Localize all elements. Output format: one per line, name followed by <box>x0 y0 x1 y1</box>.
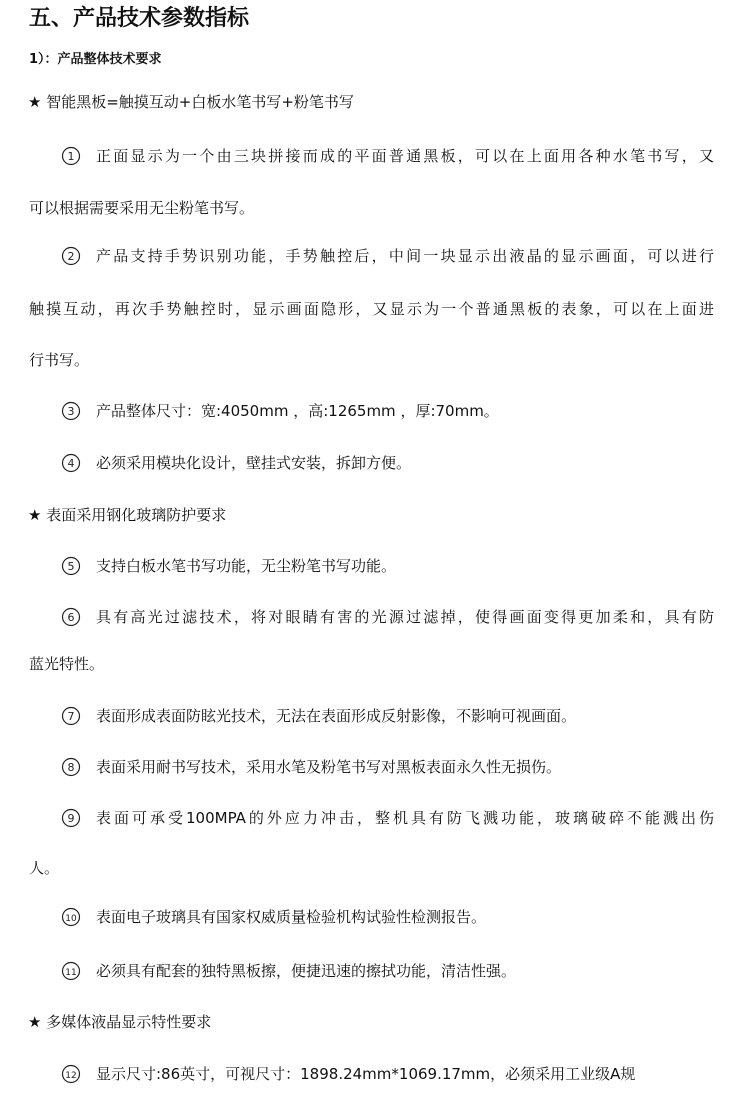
requirement-item <box>61 606 714 628</box>
svg-text:7: 7 <box>67 710 75 723</box>
requirement-item <box>61 705 714 727</box>
group-heading: ★ 智能黑板=触摸互动+白板水笔书写+粉笔书写 <box>28 93 354 111</box>
circled-number-icon <box>61 146 81 166</box>
requirement-text: 表面电子玻璃具有国家权威质量检验机构试验性检测报告。 <box>96 908 487 926</box>
circled-number-icon <box>61 453 81 473</box>
svg-text:12: 12 <box>65 1071 77 1081</box>
circled-number-icon <box>61 808 81 828</box>
requirement-continuation: 人。 <box>29 859 60 877</box>
requirement-item <box>61 555 714 577</box>
svg-text:11: 11 <box>65 968 77 978</box>
requirement-continuation: 可以根据需要采用无尘粉笔书写。 <box>29 199 255 217</box>
svg-text:3: 3 <box>67 405 75 418</box>
requirement-text: 显示尺寸:86英寸，可视尺寸：1898.24mm*1069.17mm，必须采用工业级A规 <box>96 1065 636 1083</box>
requirement-item <box>61 452 714 474</box>
requirement-text: 表面形成表面防眩光技术，无法在表面形成反射影像，不影响可视画面。 <box>96 707 577 725</box>
circled-number-icon <box>61 246 81 266</box>
group-heading: ★ 表面采用钢化玻璃防护要求 <box>28 506 227 524</box>
svg-text:8: 8 <box>67 761 75 774</box>
requirement-text: 支持白板水笔书写功能，无尘粉笔书写功能。 <box>96 557 397 575</box>
svg-text:2: 2 <box>67 250 75 263</box>
requirement-text: 必须采用模块化设计，壁挂式安装，拆卸方便。 <box>96 454 412 472</box>
circled-number-icon <box>61 1064 81 1084</box>
requirement-item <box>61 960 714 982</box>
requirement-continuation: 行书写。 <box>29 351 90 369</box>
requirement-text: 产品支持手势识别功能，手势触控后，中间一块显示出液晶的显示画面，可以进行 <box>96 247 714 265</box>
requirement-text: 必须具有配套的独特黑板擦，便捷迅速的擦拭功能，清洁性强。 <box>96 962 517 980</box>
section-title: 五、产品技术参数指标 <box>29 6 250 31</box>
svg-text:9: 9 <box>67 812 75 825</box>
requirement-item <box>61 400 714 422</box>
requirement-item <box>61 807 714 829</box>
requirement-item <box>61 1063 714 1085</box>
svg-text:6: 6 <box>67 611 75 624</box>
circled-number-icon <box>61 757 81 777</box>
requirement-item <box>61 145 714 167</box>
requirement-text: 产品整体尺寸：宽:4050mm ，高:1265mm ，厚:70mm。 <box>96 402 499 420</box>
group-heading: ★ 多媒体液晶显示特性要求 <box>28 1013 212 1031</box>
requirement-text: 表面采用耐书写技术，采用水笔及粉笔书写对黑板表面永久性无损伤。 <box>96 758 562 776</box>
svg-text:4: 4 <box>67 457 75 470</box>
circled-number-icon <box>61 607 81 627</box>
requirement-item <box>61 756 714 778</box>
requirement-text: 具有高光过滤技术，将对眼睛有害的光源过滤掉，使得画面变得更加柔和，具有防 <box>96 608 714 626</box>
svg-text:5: 5 <box>67 560 75 573</box>
circled-number-icon <box>61 556 81 576</box>
svg-text:1: 1 <box>67 150 75 163</box>
subsection-title: 1）：产品整体技术要求 <box>29 52 162 67</box>
circled-number-icon <box>61 706 81 726</box>
circled-number-icon <box>61 907 81 927</box>
requirement-item <box>61 245 714 267</box>
requirement-text: 表面可承受100MPA的外应力冲击，整机具有防飞溅功能，玻璃破碎不能溅出伤 <box>96 809 714 827</box>
requirement-text: 正面显示为一个由三块拼接而成的平面普通黑板，可以在上面用各种水笔书写，又 <box>96 147 714 165</box>
svg-text:10: 10 <box>65 914 77 924</box>
circled-number-icon <box>61 401 81 421</box>
requirement-continuation: 蓝光特性。 <box>29 655 105 673</box>
requirement-item <box>61 906 714 928</box>
requirement-continuation: 触摸互动，再次手势触控时，显示画面隐形，又显示为一个普通黑板的表象，可以在上面进 <box>29 300 714 318</box>
circled-number-icon <box>61 961 81 981</box>
